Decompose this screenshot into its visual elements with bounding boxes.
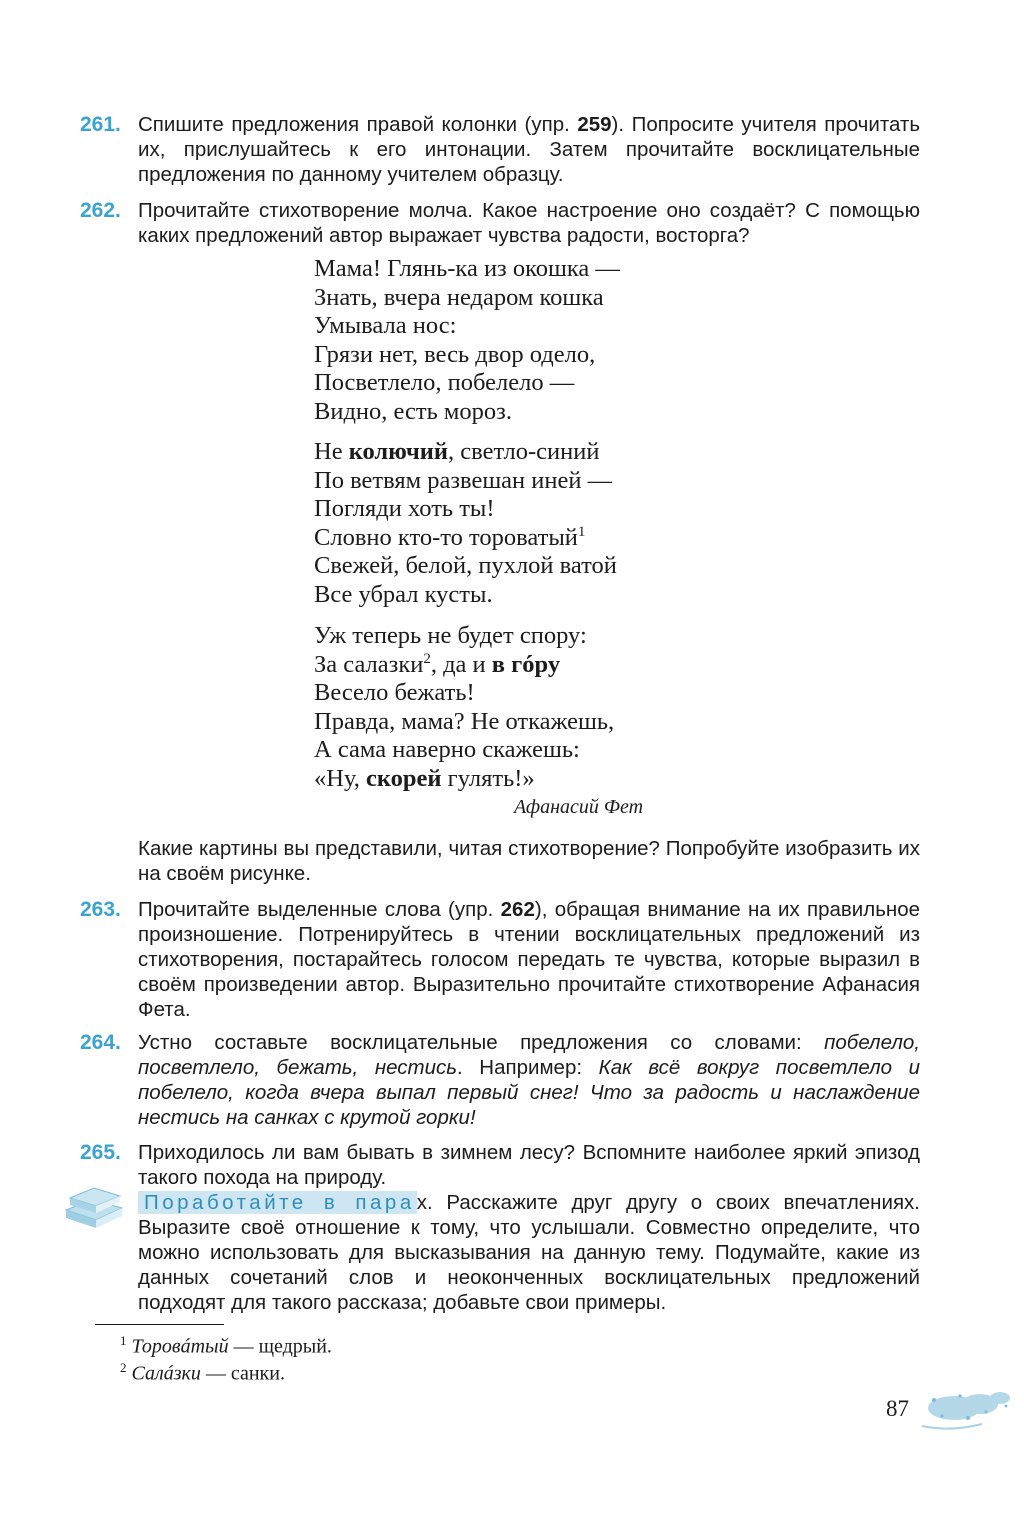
footnote-divider bbox=[95, 1324, 224, 1325]
exercise-number: 262. bbox=[80, 199, 121, 222]
exercise-265 bbox=[80, 1140, 920, 1315]
poem-stanza-2 bbox=[314, 438, 617, 609]
poem-line: Не колючий, светло-синий bbox=[314, 438, 600, 465]
poem-line: Мама! Глянь-ка из окошка — bbox=[314, 255, 620, 282]
exercise-text: Прочитайте выделенные слова (упр. 262), обращая внимание на их правильное произношение. Потренируйтесь в чтении восклицательных предложений из стихотворения, постарайтесь голосом передать те чувства, которые выразил в своём произведении автор. Выразительно прочитайте стихотворение Афанасия Фета. bbox=[138, 898, 921, 1021]
poem-line: «Ну, скорей гулять!» bbox=[314, 764, 535, 792]
poem-line: А сама наверно скажешь: bbox=[314, 736, 580, 763]
books-pair-work-icon bbox=[62, 1180, 126, 1230]
poem-author: Афанасий Фет bbox=[514, 796, 644, 818]
snowflake-ornament-icon bbox=[920, 1386, 1014, 1432]
exercise-263 bbox=[80, 897, 920, 1022]
poem-stanza-1 bbox=[314, 255, 620, 426]
poem-line: Уж теперь не будет спору: bbox=[314, 622, 587, 649]
footnote-2: $^2$ Салáзки — санки. bbox=[120, 1360, 285, 1385]
poem-line: За салазки$^2$, да и в гóру bbox=[314, 650, 561, 678]
poem-line: Погляди хоть ты! bbox=[314, 495, 495, 522]
poem-line: Все убрал кусты. bbox=[314, 580, 493, 608]
exercise-264 bbox=[80, 1030, 920, 1130]
poem-question bbox=[80, 836, 920, 886]
poem-line: Словно кто-то тороватый$^1$ bbox=[314, 523, 586, 551]
poem-line: Правда, мама? Не откажешь, bbox=[314, 707, 615, 735]
exercise-261 bbox=[80, 112, 920, 187]
poem-line: Посветлело, побелело — bbox=[314, 369, 575, 396]
poem-stanza-3 bbox=[314, 622, 614, 793]
poem-line: Грязи нет, весь двор одело, bbox=[314, 340, 596, 368]
exercise-number: 264. bbox=[80, 1031, 121, 1054]
exercise-number: 261. bbox=[80, 113, 121, 136]
poem-line: По ветвям развешан иней — bbox=[314, 466, 613, 494]
pair-work-label: Поработайте в пара bbox=[138, 1191, 417, 1214]
page-number: 87 bbox=[886, 1396, 909, 1421]
poem-line: Свежей, белой, пухлой ватой bbox=[314, 552, 617, 579]
exercise-number: 263. bbox=[80, 898, 121, 921]
poem-line: Знать, вчера недаром кошка bbox=[314, 283, 604, 311]
exercise-text: Приходилось ли вам бывать в зимнем лесу? Вспомните наиболее яркий эпизод такого похода на природу. Поработайте в парах. Расскажите друг другу о своих впечатлениях. Выразите своё отношение к тому, что услышали. Совместно определите, что можно использовать для высказывания на данную тему. Подумайте, какие из данных сочетаний слов и неоконченных восклицательных предложений подходят для такого рассказа; добавьте свои примеры. bbox=[138, 1141, 921, 1314]
poem-line: Умывала нос: bbox=[314, 312, 457, 339]
footnote-1: $^1$ Торовáтый — щедрый. bbox=[120, 1333, 332, 1358]
poem-line: Весело бежать! bbox=[314, 679, 475, 706]
exercise-262 bbox=[80, 198, 920, 248]
exercise-text: Спишите предложения правой колонки (упр. 259). Попросите учителя прочитать их, прислушайтесь к его интонации. Затем прочитайте восклицательные предложения по данному учителем образцу. bbox=[138, 113, 920, 186]
footnote-mark: 2 bbox=[423, 650, 431, 667]
footnote-mark: 1 bbox=[577, 523, 586, 540]
exercise-text: Какие картины вы представили, читая стихотворение? Попробуйте изобразить их на своём рисунке. bbox=[138, 837, 920, 885]
exercise-text: Устно составьте восклицательные предложения со словами: побелело, посветлело, бежать, нестись. Например: Как всё вокруг посветлело и побелело, когда вчера выпал первый снег! Что за радость и наслаждение нестись на санках с крутой горки! bbox=[138, 1031, 920, 1129]
exercise-number: 265. bbox=[80, 1141, 121, 1164]
poem-line: Видно, есть мороз. bbox=[314, 397, 512, 425]
exercise-text: Прочитайте стихотворение молча. Какое настроение оно создаёт? С помощью каких предложений автор выражает чувства радости, восторга? bbox=[138, 199, 920, 247]
